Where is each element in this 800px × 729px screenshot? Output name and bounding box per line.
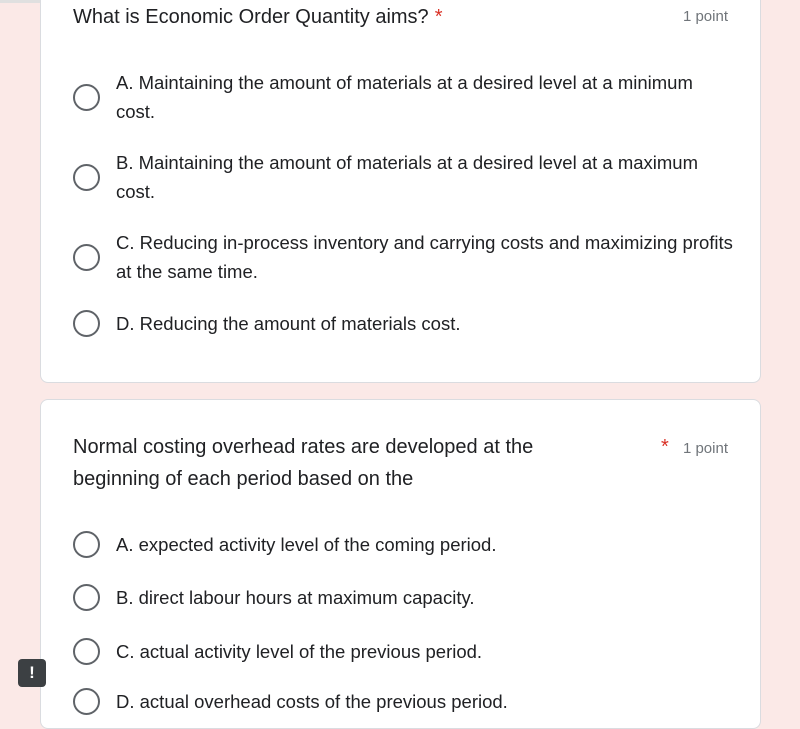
radio-button[interactable] [73, 244, 100, 271]
option-a[interactable] [73, 530, 733, 559]
option-label: A. expected activity level of the coming period. [116, 534, 497, 555]
points-label: 1 point [682, 8, 728, 25]
question-title: What is Economic Order Quantity aims? * [73, 6, 443, 28]
option-label: D. Reducing the amount of materials cost. [116, 313, 461, 334]
radio-button[interactable] [73, 84, 100, 111]
question-card-2 [40, 399, 761, 729]
option-label: C. Reducing in-process inventory and carrying costs and maximizing profits at the same time. [116, 232, 733, 282]
radio-button[interactable] [73, 164, 100, 191]
option-label: D. actual overhead costs of the previous period. [116, 691, 508, 712]
radio-button[interactable] [73, 310, 100, 337]
radio-button[interactable] [73, 688, 100, 715]
points-label: 1 point [682, 440, 728, 457]
radio-button[interactable] [73, 584, 100, 611]
option-b[interactable] [73, 583, 733, 612]
option-label: A. Maintaining the amount of materials at a desired level at a minimum cost. [116, 72, 693, 122]
option-a[interactable] [73, 68, 733, 126]
option-c[interactable] [73, 228, 733, 286]
option-label: B. Maintaining the amount of materials at a desired level at a maximum cost. [116, 152, 699, 202]
option-b[interactable] [73, 148, 733, 206]
question-title: Normal costing overhead rates are developed at the beginning of each period based on the [73, 436, 534, 490]
required-asterisk: * [661, 436, 669, 458]
radio-button[interactable] [73, 531, 100, 558]
option-label: C. actual activity level of the previous period. [116, 641, 483, 662]
alert-icon[interactable]: ! [18, 659, 46, 687]
option-d[interactable] [73, 687, 733, 716]
question-card-1 [40, 0, 761, 383]
radio-button[interactable] [73, 638, 100, 665]
required-asterisk: * [434, 6, 443, 28]
option-d[interactable] [73, 309, 733, 338]
option-c[interactable] [73, 637, 733, 666]
option-label: B. direct labour hours at maximum capacity. [116, 587, 475, 608]
